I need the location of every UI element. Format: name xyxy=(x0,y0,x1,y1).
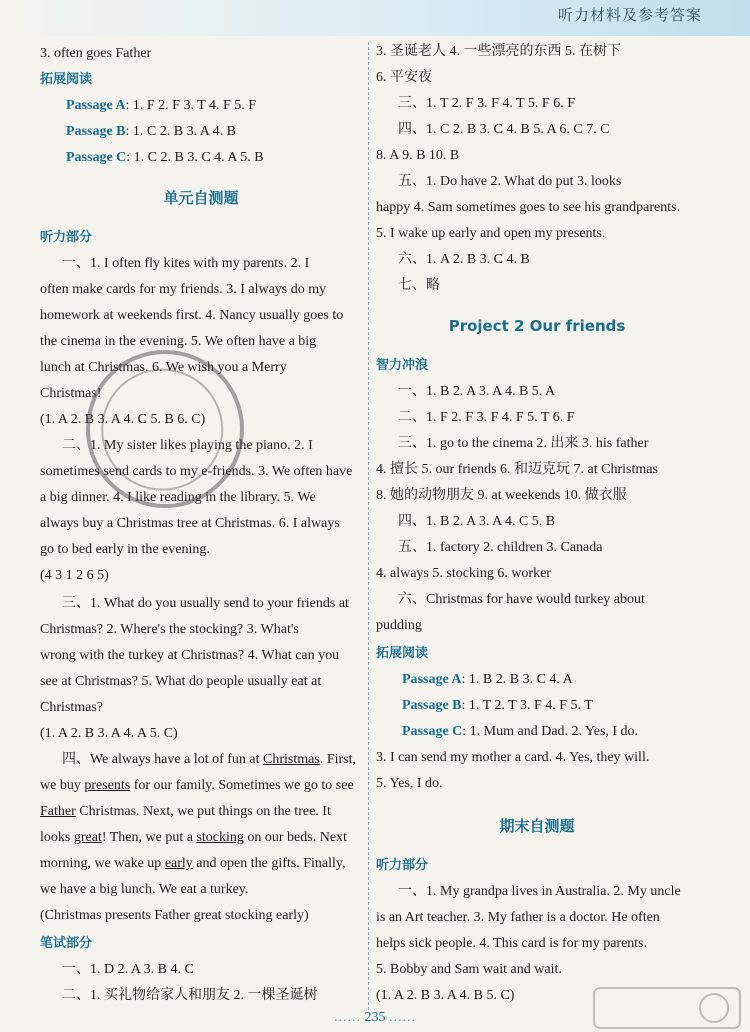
passage-answers: : 1. F 2. F 3. T 4. F 5. F xyxy=(125,98,257,113)
passage-answers: : 1. T 2. T 3. F 4. F 5. T xyxy=(461,698,593,713)
text-line: we have a big lunch. We eat a turkey. xyxy=(40,882,249,897)
passage-label: Passage B xyxy=(402,698,462,713)
text-line: is an Art teacher. 3. My father is a doctor. He often xyxy=(376,910,660,925)
text-span: on our beds. Next xyxy=(243,830,347,845)
passage-label: Passage B xyxy=(66,124,126,139)
text-span: ! Then, we put a xyxy=(101,830,197,845)
text-line: 6. 平安夜 xyxy=(376,70,432,85)
passage-label: Passage A xyxy=(402,672,462,687)
footer-dots: ...... xyxy=(334,1010,361,1025)
passage-a-answers xyxy=(66,96,256,116)
passage-c-answers xyxy=(66,148,264,168)
text-line: see at Christmas? 5. What do people usually eat at xyxy=(40,674,322,689)
text-span: looks xyxy=(40,830,74,845)
page-number: 235 xyxy=(364,1010,386,1025)
blank-word: stocking xyxy=(196,830,244,845)
passage-label: Passage C xyxy=(66,150,127,165)
section-heading: 笔试部分 xyxy=(40,936,93,951)
text-line: 5. Bobby and Sam wait and wait. xyxy=(376,962,562,977)
passage-answers: : 1. C 2. B 3. C 4. A 5. B xyxy=(126,150,264,165)
text-line: happy 4. Sam sometimes goes to see his grandparents. xyxy=(376,200,681,215)
text-line: helps sick people. 4. This card is for my parents. xyxy=(376,936,648,951)
blank-word: Christmas xyxy=(263,752,320,767)
text-line: wrong with the turkey at Christmas? 4. What can you xyxy=(40,648,340,663)
text-line xyxy=(40,750,356,770)
section-heading: 听力部分 xyxy=(376,858,429,873)
text-line: 一、1. D 2. A 3. B 4. C xyxy=(62,962,194,977)
passage-answers: : 1. C 2. B 3. A 4. B xyxy=(125,124,236,139)
text-line: 三、1. What do you usually send to your friends at xyxy=(62,596,349,611)
text-span: morning, we wake up xyxy=(40,856,165,871)
passage-a-answers xyxy=(402,670,573,690)
text-span: . First, xyxy=(319,752,356,767)
text-line: 五、1. Do have 2. What do put 3. looks xyxy=(398,174,622,189)
passage-answers: : 1. Mum and Dad. 2. Yes, I do. xyxy=(462,724,639,739)
text-span: Christmas. Next, we put things on the tree. It xyxy=(75,804,331,819)
text-line: 8. A 9. B 10. B xyxy=(376,148,460,163)
text-line: often make cards for my friends. 3. I always do my xyxy=(40,282,327,297)
text-line: sometimes send cards to my e-friends. 3. We often have xyxy=(40,464,353,479)
header-bar xyxy=(0,0,750,36)
passage-b-answers xyxy=(66,122,236,142)
answer-line: (Christmas presents Father great stocking early) xyxy=(40,908,309,923)
text-line: 三、1. go to the cinema 2. 出来 3. his father xyxy=(398,436,649,451)
header-title: 听力材料及参考答案 xyxy=(557,6,702,24)
text-line: the cinema in the evening. 5. We often have a big xyxy=(40,334,317,349)
answer-line: (1. A 2. B 3. A 4. C 5. B 6. C) xyxy=(40,412,206,427)
text-span: and open the gifts. Finally, xyxy=(192,856,346,871)
text-line xyxy=(40,802,331,822)
text-line: 二、1. My sister likes playing the piano. 2. I xyxy=(62,438,313,453)
text-line: 二、1. 买礼物给家人和朋友 2. 一棵圣诞树 xyxy=(62,988,318,1003)
page-footer xyxy=(0,1010,750,1026)
blank-word: presents xyxy=(84,778,131,793)
unit-test-title: 单元自测题 xyxy=(163,189,239,207)
text-line: 5. I wake up early and open my presents. xyxy=(376,226,606,241)
text-line: 4. always 5. stocking 6. worker xyxy=(376,566,551,581)
text-line: homework at weekends first. 4. Nancy usually goes to xyxy=(40,308,344,323)
text-line: 五、1. factory 2. children 3. Canada xyxy=(398,540,603,555)
text-line: 三、1. T 2. F 3. F 4. T 5. F 6. F xyxy=(398,96,575,111)
section-heading: 听力部分 xyxy=(40,230,93,245)
final-test-title: 期末自测题 xyxy=(499,817,575,835)
passage-c-answers xyxy=(402,722,638,742)
project-title: Project 2 Our friends xyxy=(448,317,626,335)
text-line xyxy=(40,854,345,874)
text-line: 四、1. C 2. B 3. C 4. B 5. A 6. C 7. C xyxy=(398,122,610,137)
text-line: 5. Yes, I do. xyxy=(376,776,443,791)
text-span: we buy xyxy=(40,778,85,793)
column-divider xyxy=(368,42,369,1010)
section-heading: 拓展阅读 xyxy=(40,72,93,87)
text-span: 四、We always have a lot of fun at xyxy=(62,752,264,767)
answer-line: (1. A 2. B 3. A 4. A 5. C) xyxy=(40,726,178,741)
text-line: 3. often goes Father xyxy=(40,46,152,61)
passage-b-answers xyxy=(402,696,593,716)
answer-line: (4 3 1 2 6 5) xyxy=(40,568,109,583)
passage-label: Passage A xyxy=(66,98,126,113)
passage-answers: : 1. B 2. B 3. C 4. A xyxy=(461,672,573,687)
text-span: for our family. Sometimes we go to see xyxy=(130,778,354,793)
text-line: lunch at Christmas. 6. We wish you a Merry xyxy=(40,360,287,375)
text-line: 8. 她的动物朋友 9. at weekends 10. 做衣服 xyxy=(376,488,627,503)
answer-line: (1. A 2. B 3. A 4. B 5. C) xyxy=(376,988,515,1003)
text-line: 七、略 xyxy=(398,278,440,293)
text-line: Christmas? 2. Where's the stocking? 3. What's xyxy=(40,622,299,637)
text-line: 一、1. I often fly kites with my parents. 2. I xyxy=(62,256,310,271)
blank-word: great xyxy=(73,830,102,845)
text-line: go to bed early in the evening. xyxy=(40,542,210,557)
text-line: 一、1. B 2. A 3. A 4. B 5. A xyxy=(398,384,556,399)
text-line: 3. 圣诞老人 4. 一些漂亮的东西 5. 在树下 xyxy=(376,44,621,59)
text-line xyxy=(40,828,347,848)
text-line: 一、1. My grandpa lives in Australia. 2. My uncle xyxy=(398,884,681,899)
text-line: 六、1. A 2. B 3. C 4. B xyxy=(398,252,530,267)
blank-word: early xyxy=(164,856,193,871)
text-line: a big dinner. 4. I like reading in the library. 5. We xyxy=(40,490,316,505)
blank-word: Father xyxy=(40,804,76,819)
text-line: Christmas? xyxy=(40,700,103,715)
section-heading: 拓展阅读 xyxy=(376,646,429,661)
text-line: 四、1. B 2. A 3. A 4. C 5. B xyxy=(398,514,556,529)
text-line: always buy a Christmas tree at Christmas. 6. I always xyxy=(40,516,340,531)
text-line: 六、Christmas for have would turkey about xyxy=(398,592,645,607)
text-line: Christmas! xyxy=(40,386,102,401)
text-line: pudding xyxy=(376,618,422,633)
footer-dots: ...... xyxy=(389,1010,416,1025)
text-line: 3. I can send my mother a card. 4. Yes, they will. xyxy=(376,750,650,765)
text-line xyxy=(40,776,354,796)
text-line: 二、1. F 2. F 3. F 4. F 5. T 6. F xyxy=(398,410,575,425)
text-line: 4. 擅长 5. our friends 6. 和迈克玩 7. at Christmas xyxy=(376,462,658,477)
passage-label: Passage C xyxy=(402,724,463,739)
section-heading: 智力冲浪 xyxy=(376,358,429,373)
